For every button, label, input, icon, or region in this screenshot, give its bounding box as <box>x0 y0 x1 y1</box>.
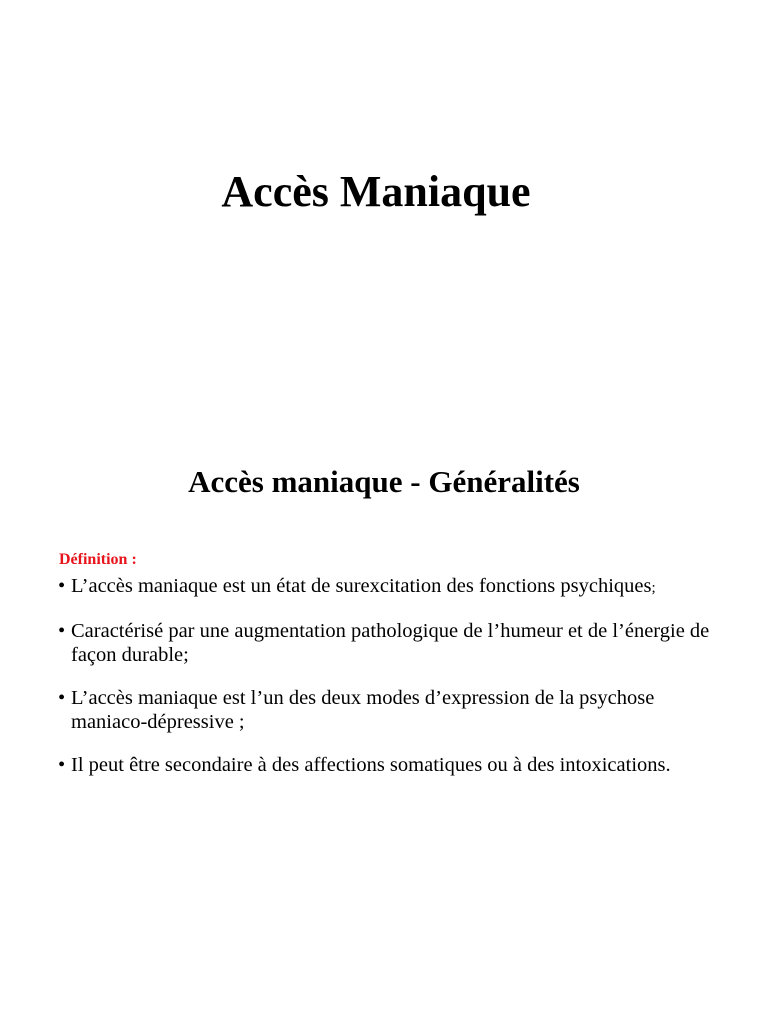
bullet-dot-icon: • <box>58 619 66 642</box>
bullet-dot-icon: • <box>58 753 66 776</box>
bullet-text: Il peut être secondaire à des affections somatiques ou à des intoxications. <box>71 753 671 776</box>
title-slide <box>0 0 768 432</box>
definition-label: Définition : <box>59 551 137 568</box>
main-title: Accès Maniaque <box>221 167 531 216</box>
bullet-dot-icon: • <box>58 575 66 597</box>
bullet-list <box>58 574 728 795</box>
bullet-text: Caractérisé par une augmentation pathologique de l’humeur et de l’énergie de façon durable; <box>71 619 710 666</box>
bullet-item <box>58 619 728 668</box>
content-slide <box>0 432 768 1024</box>
bullet-item <box>58 574 728 601</box>
bullet-dot-icon: • <box>58 686 66 709</box>
bullet-text: L’accès maniaque est un état de surexcitation des fonctions psychiques <box>71 575 652 597</box>
bullet-text: L’accès maniaque est l’un des deux modes d’expression de la psychose maniaco-dépressive ; <box>71 686 655 733</box>
bullet-suffix: ; <box>651 580 656 596</box>
section-title: Accès maniaque - Généralités <box>188 464 580 499</box>
bullet-item <box>58 686 728 735</box>
bullet-item <box>58 753 728 778</box>
